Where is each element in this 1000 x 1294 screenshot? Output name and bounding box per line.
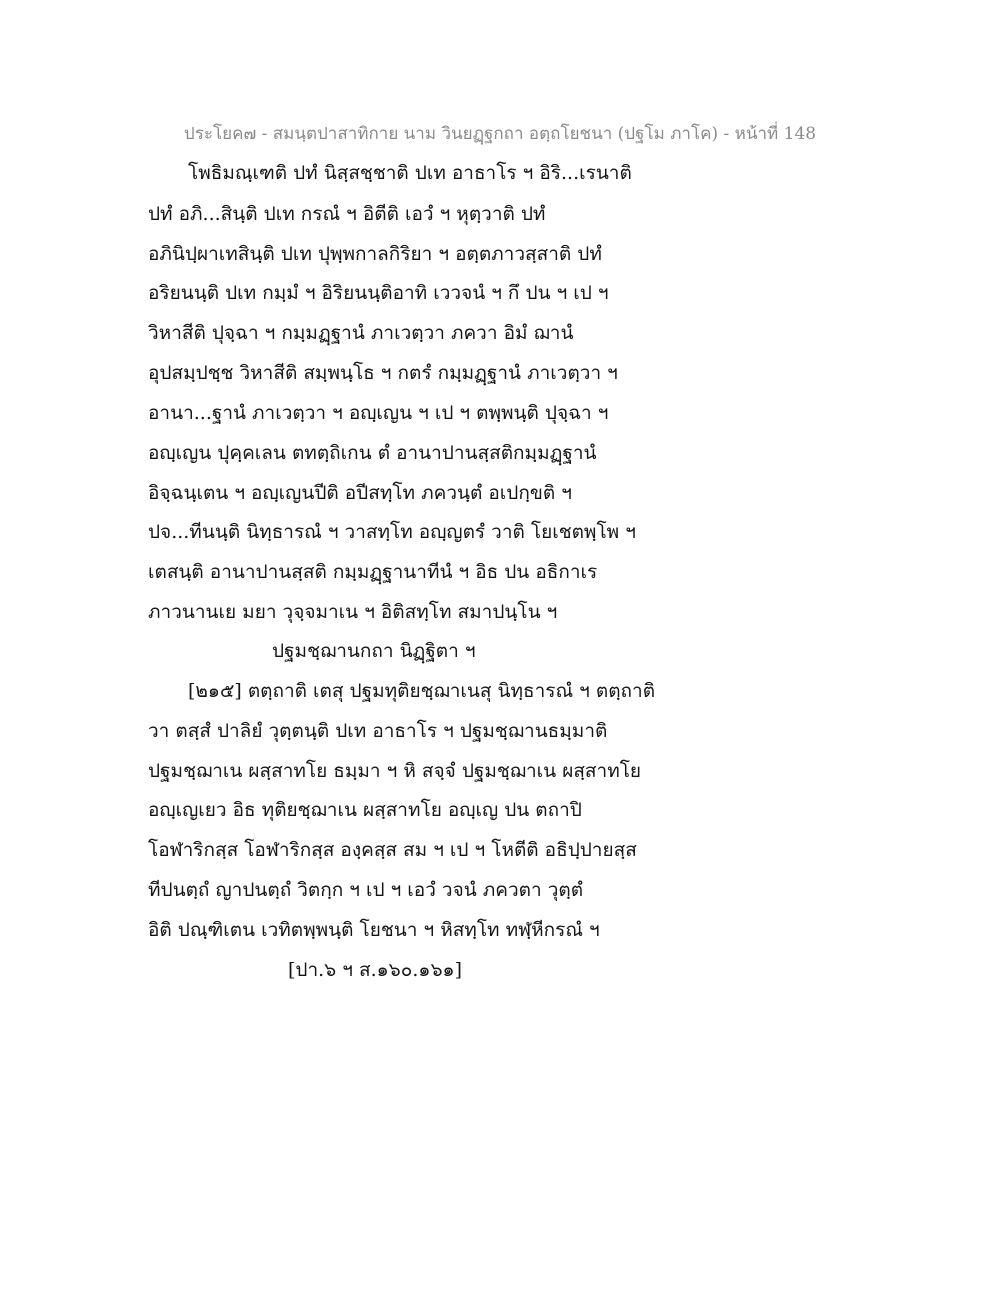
paragraph-line: อิติ ปณฺฑิเตน เวทิตพฺพนฺติ โยชนา ฯ หิสทฺโท ทฬฺหีกรณํ ฯ: [148, 919, 600, 941]
paragraph-line: ทีปนตฺถํ ญาปนตฺถํ วิตกฺก ฯ เป ฯ เอวํ วจนํ ภควตา วุตฺตํ: [148, 879, 584, 901]
paragraph-line: เตสนฺติ อานาปานสฺสติ กมฺมฏฺฐานาทีนํ ฯ อิธ ปน อธิกาเร: [148, 561, 598, 583]
paragraph-line: วิหาสีติ ปุจฺฉา ฯ กมฺมฏฺฐานํ ภาเวตฺวา ภควา อิมํ ฌานํ: [148, 322, 574, 344]
paragraph-line: อภินิปฺผาเทสินฺติ ปเท ปุพฺพกาลกิริยา ฯ อตฺตภาวสฺสาติ ปทํ: [148, 243, 602, 265]
paragraph-line: อุปสมฺปชฺช วิหาสีติ สมฺพนฺโธ ฯ กตรํ กมฺมฏฺฐานํ ภาเวตฺวา ฯ: [148, 362, 618, 384]
paragraph-line: อิจฺฉนฺเตน ฯ อญฺเญนปีติ อปีสทฺโท ภควนฺตํ อเปกฺขติ ฯ: [148, 482, 572, 504]
paragraph-line: อานา...ฐานํ ภาเวตฺวา ฯ อญฺเญน ฯ เป ฯ ตพฺพนฺติ ปุจฺฉา ฯ: [148, 402, 609, 424]
section-heading: ปฐมชฺฌานกถา นิฏฺฐิตา ฯ: [272, 640, 476, 662]
paragraph-line: วา ตสฺสํ ปาลิยํ วุตฺตนฺติ ปเท อาธาโร ฯ ปฐมชฺฌานธมฺมาติ: [148, 720, 608, 742]
paragraph-line: ปจ...ทีนนฺติ นิทฺธารณํ ฯ วาสทฺโท อญฺญตรํ วาติ โยเชตพฺโพ ฯ: [148, 521, 636, 543]
paragraph-line: [๒๑๕] ตตฺถาติ เตสุ ปฐมทุติยชฺฌาเนสุ นิทฺธารณํ ฯ ตตฺถาติ: [188, 680, 656, 702]
paragraph-line: ปทํ อภิ...สินฺติ ปเท กรณํ ฯ อิตีติ เอวํ ฯ หุตฺวาติ ปทํ: [148, 203, 546, 225]
paragraph-line: อญฺเญน ปุคฺคเลน ตทตฺถิเกน ตํ อานาปานสฺสติกมฺมฏฺฐานํ: [148, 442, 597, 464]
paragraph-line: อญฺเญเยว อิธ ทุติยชฺฌาเน ผสฺสาทโย อญฺเญ ปน ตถาปิ: [148, 799, 582, 821]
page-header: ประโยค๗ - สมนฺตปาสาทิกาย นาม วินยฏฺฐกถา อตฺถโยชนา (ปฐโม ภาโค) - หน้าที่ 148: [183, 124, 817, 144]
reference-note: [ปา.๖ ฯ ส.๑๖๐.๑๖๑]: [288, 959, 462, 981]
paragraph-line: โพธิมณฺเฑติ ปทํ นิสฺสชฺชาติ ปเท อาธาโร ฯ อิริ...เรนาติ: [188, 162, 632, 184]
paragraph-line: ภาวนานเย มยา วุจฺจมาเน ฯ อิติสทฺโท สมาปนฺโน ฯ: [148, 601, 558, 623]
paragraph-line: อริยนนฺติ ปเท กมฺมํ ฯ อิริยนนฺติอาทิ เววจนํ ฯ กึ ปน ฯ เป ฯ: [148, 282, 609, 304]
paragraph-line: ปฐมชฺฌาเน ผสฺสาทโย ธมฺมา ฯ หิ สจฺจํ ปฐมชฺฌาเน ผสฺสาทโย: [148, 760, 642, 782]
paragraph-line: โอฬาริกสฺส โอฬาริกสฺส องฺคสฺส สม ฯ เป ฯ โหตีติ อธิปฺปายสฺส: [148, 839, 637, 861]
